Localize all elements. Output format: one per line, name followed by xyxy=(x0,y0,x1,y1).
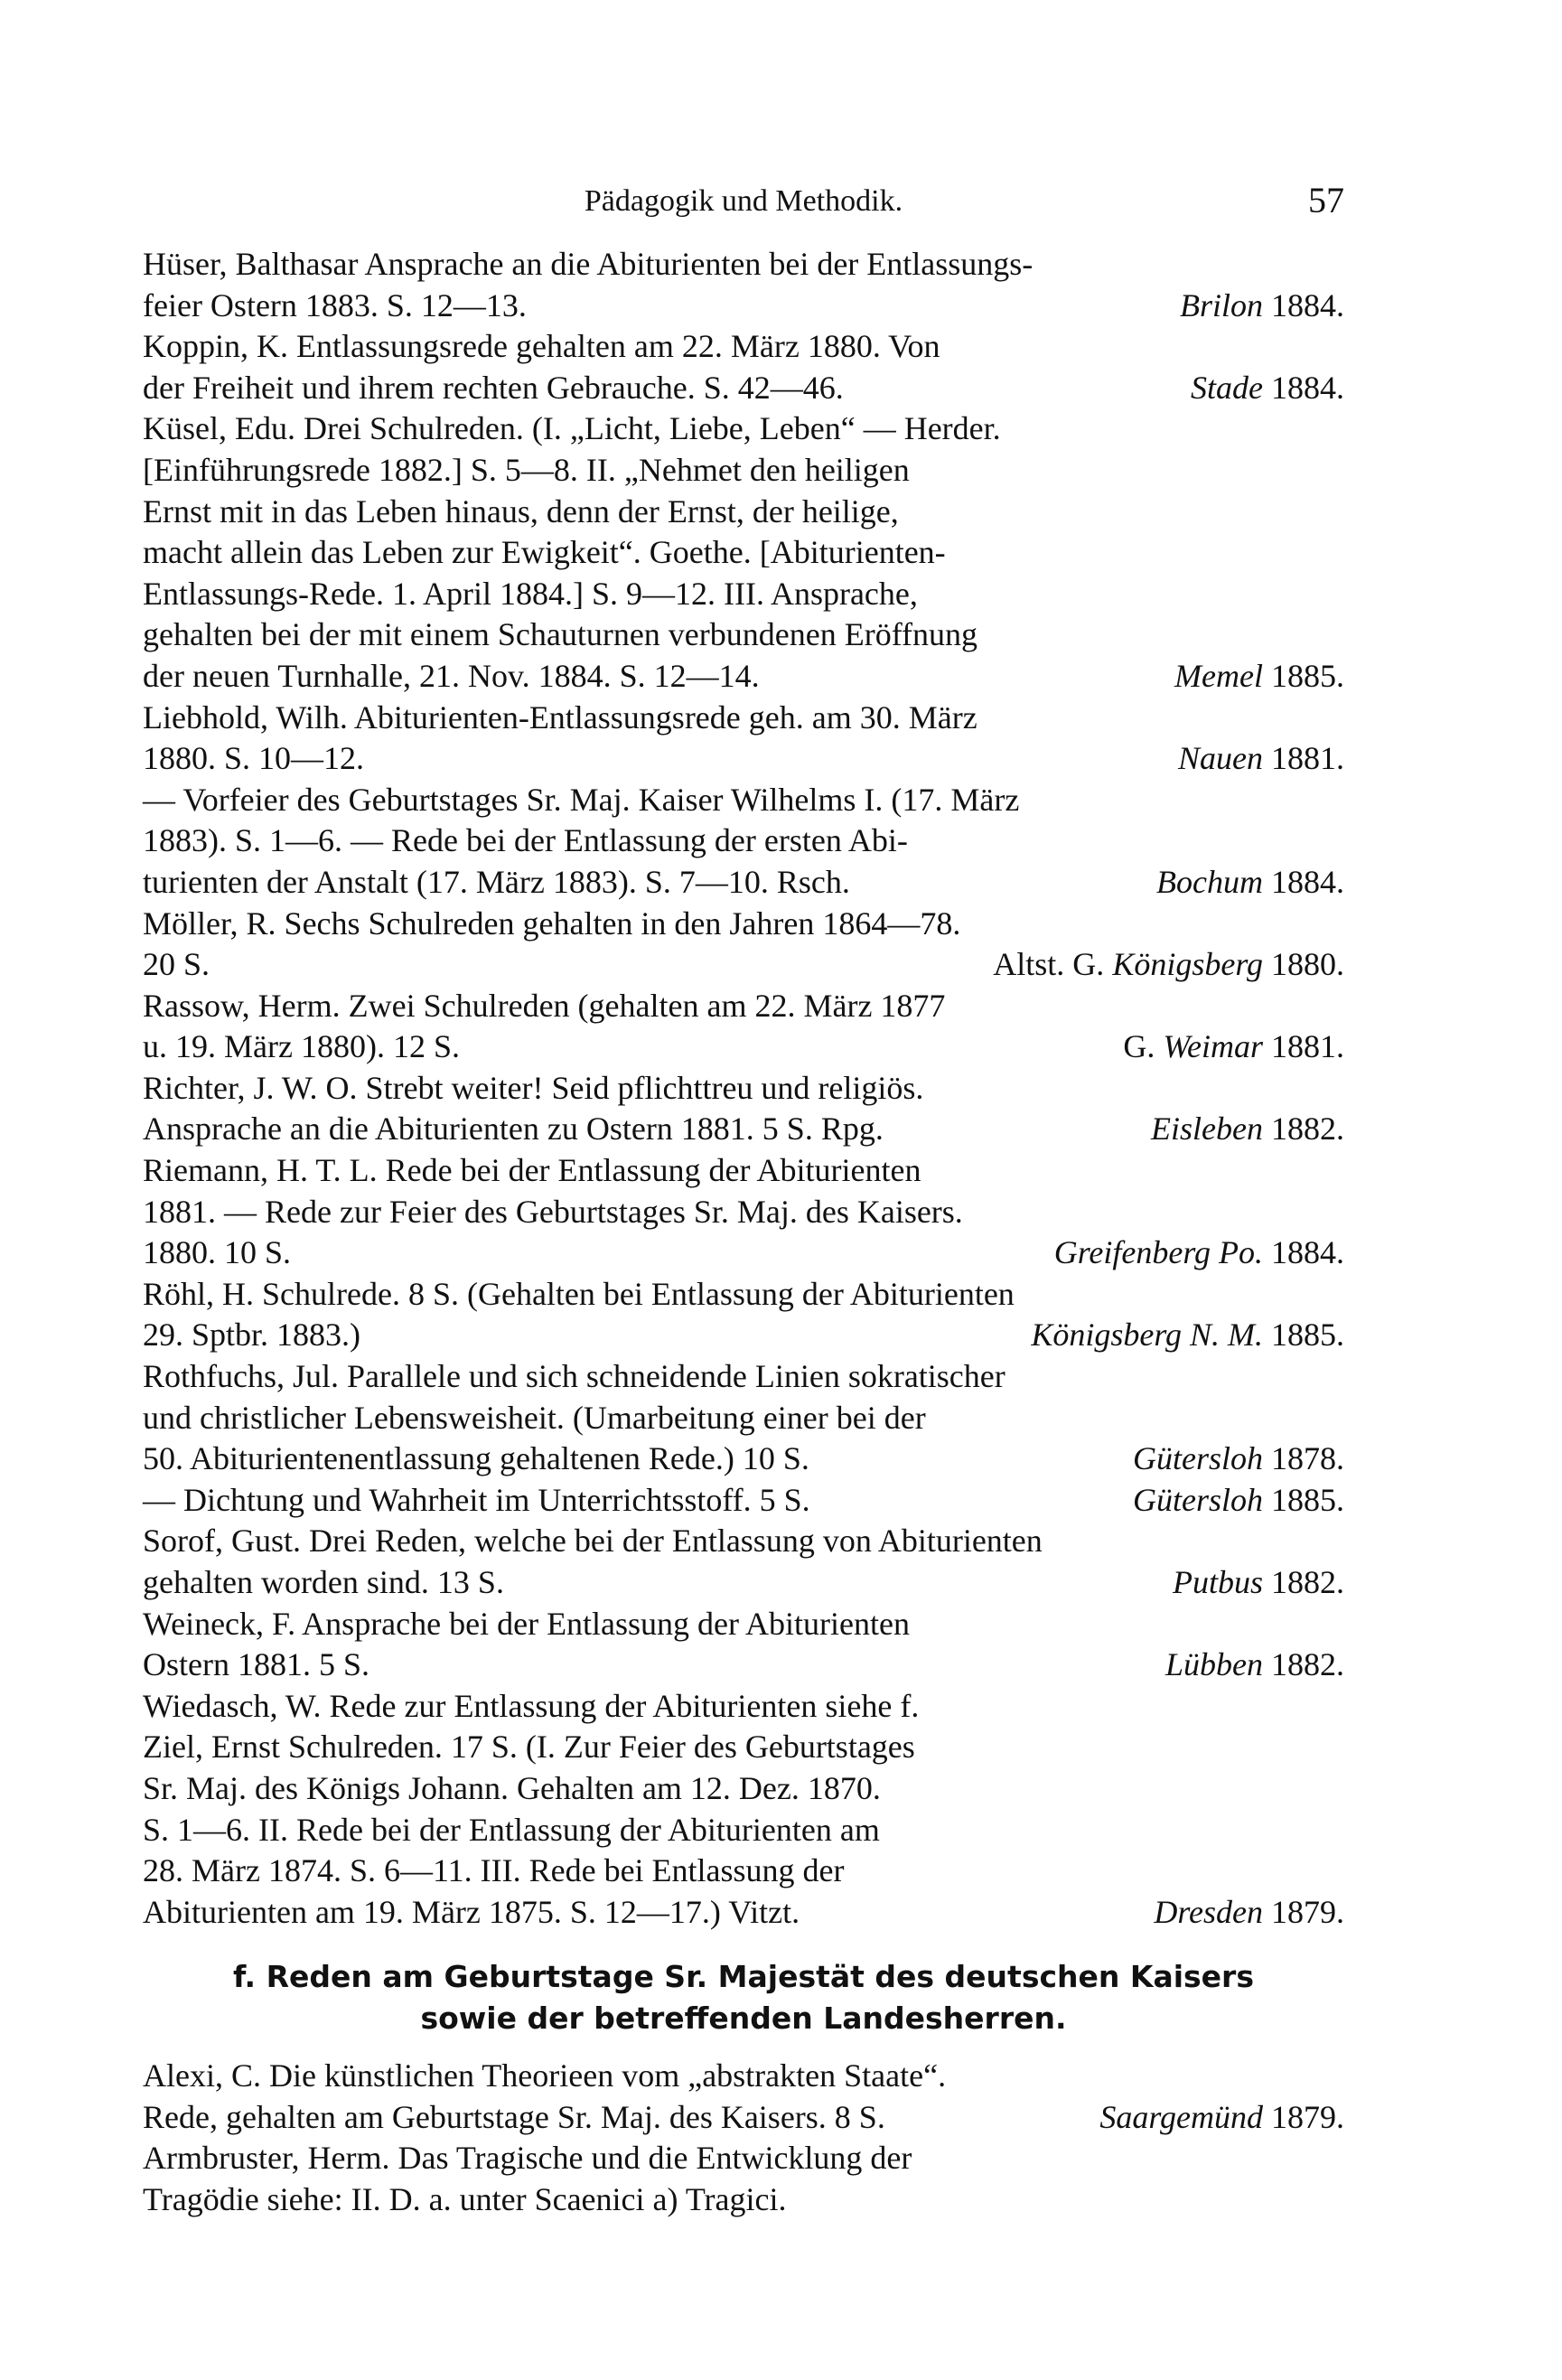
entry-line: Rede, gehalten am Geburtstage Sr. Maj. des Kaisers. 8 S. xyxy=(143,2098,885,2135)
entry-line: gehalten bei der mit einem Schauturnen verbundenen Eröffnung xyxy=(143,616,978,653)
entry-year: 1884. xyxy=(1271,369,1344,406)
entry-year: 1884. xyxy=(1271,286,1344,323)
entry-line: Weineck, F. Ansprache bei der Entlassung der Abiturienten xyxy=(143,1605,910,1642)
entry-last-line xyxy=(143,862,1344,904)
entry-last-line xyxy=(143,2097,1344,2139)
entry-line: Röhl, H. Schulrede. 8 S. (Gehalten bei Entlassung der Abiturienten xyxy=(143,1275,1015,1312)
entry-imprint xyxy=(1154,1892,1344,1934)
entry-last-line xyxy=(143,286,1344,327)
bibliography-entry xyxy=(143,904,1344,986)
section-heading xyxy=(143,1956,1344,2039)
entry-year: 1885. xyxy=(1271,1481,1344,1518)
entry-place: Gütersloh xyxy=(1133,1481,1263,1518)
entry-line: [Einführungsrede 1882.] S. 5—8. II. „Nehmet den heiligen xyxy=(143,451,910,488)
entry-line: Rassow, Herm. Zwei Schulreden (gehalten am 22. März 1877 xyxy=(143,987,946,1024)
entry-year: 1881. xyxy=(1271,740,1344,777)
entry-year: 1878. xyxy=(1271,1440,1344,1477)
entry-line: und christlicher Lebensweisheit. (Umarbeitung einer bei der xyxy=(143,1399,926,1436)
entry-place: Dresden xyxy=(1154,1893,1263,1930)
entry-place: Putbus xyxy=(1172,1564,1263,1600)
section-heading-line-1: f. Reden am Geburtstage Sr. Majestät des deutschen Kaisers xyxy=(233,1959,1254,1994)
entry-line: 29. Sptbr. 1883.) xyxy=(143,1316,361,1354)
entry-line: Ernst mit in das Leben hinaus, denn der Ernst, der heilige, xyxy=(143,492,899,529)
entry-line: 1880. S. 10—12. xyxy=(143,740,365,777)
entry-school: Altst. G. xyxy=(993,946,1105,983)
entry-place: Saargemünd xyxy=(1099,2098,1263,2135)
entry-imprint xyxy=(1054,1232,1344,1274)
entry-line: Möller, R. Sechs Schulreden gehalten in den Jahren 1864—78. xyxy=(143,904,961,942)
entry-line: der neuen Turnhalle, 21. Nov. 1884. S. 12—14. xyxy=(143,657,760,694)
entry-place: Gütersloh xyxy=(1133,1440,1263,1477)
entry-line: macht allein das Leben zur Ewigkeit“. Goethe. [Abiturienten- xyxy=(143,534,946,571)
entry-line: Abiturienten am 19. März 1875. S. 12—17.) Vitzt. xyxy=(143,1893,800,1930)
entry-line: Ziel, Ernst Schulreden. 17 S. (I. Zur Feier des Geburtstages xyxy=(143,1729,915,1766)
entry-place: Greifenberg Po. xyxy=(1053,1234,1263,1271)
bibliography-entry xyxy=(143,1686,1344,1728)
entry-year: 1884. xyxy=(1271,1234,1344,1271)
entry-imprint xyxy=(1174,656,1344,698)
entry-line: 50. Abiturientenentlassung gehaltenen Rede.) 10 S. xyxy=(143,1440,809,1477)
entry-year: 1882. xyxy=(1271,1110,1344,1148)
bibliography-entry xyxy=(143,780,1344,904)
entry-line: feier Ostern 1883. S. 12—13. xyxy=(143,286,527,323)
entry-place: Königsberg xyxy=(1112,946,1263,983)
entry-line: u. 19. März 1880). 12 S. xyxy=(143,1028,460,1065)
entry-year: 1882. xyxy=(1271,1564,1344,1600)
entry-imprint xyxy=(1031,1315,1344,1356)
entry-imprint xyxy=(1099,2097,1344,2139)
entry-imprint xyxy=(1123,1026,1344,1068)
entry-line: Entlassungs-Rede. 1. April 1884.] S. 9—12. III. Ansprache, xyxy=(143,575,918,612)
entry-year: 1882. xyxy=(1271,1646,1344,1683)
bibliography-entry xyxy=(143,1274,1344,1356)
entry-line: 1883). S. 1—6. — Rede bei der Entlassung der ersten Abi- xyxy=(143,822,908,859)
entry-last-line xyxy=(143,368,1344,409)
entry-line: — Dichtung und Wahrheit im Unterrichtsstoff. 5 S. xyxy=(143,1481,810,1518)
running-title: Pädagogik und Methodik. xyxy=(584,184,903,218)
entry-line: Richter, J. W. O. Strebt weiter! Seid pflichttreu und religiös. xyxy=(143,1069,924,1106)
bibliography-entry xyxy=(143,1150,1344,1274)
entry-line: Riemann, H. T. L. Rede bei der Entlassung der Abiturienten xyxy=(143,1152,921,1189)
bibliography-entry xyxy=(143,1356,1344,1480)
entry-last-line xyxy=(143,656,1344,698)
entry-year: 1881. xyxy=(1271,1028,1344,1065)
entry-imprint xyxy=(1178,738,1344,780)
entry-place: Weimar xyxy=(1163,1028,1263,1065)
entry-last-line xyxy=(143,1892,1344,1934)
bibliography-entry xyxy=(143,1727,1344,1933)
page-header xyxy=(143,179,1344,230)
entry-year: 1879. xyxy=(1271,2098,1344,2135)
entry-line: — Vorfeier des Geburtstages Sr. Maj. Kaiser Wilhelms I. (17. März xyxy=(143,781,1020,818)
bibliography-entry xyxy=(143,408,1344,697)
entry-place: Königsberg N. M. xyxy=(1031,1316,1263,1354)
entry-place: Nauen xyxy=(1178,740,1263,777)
entry-line: S. 1—6. II. Rede bei der Entlassung der Abiturienten am xyxy=(143,1811,880,1848)
entry-line: Ansprache an die Abiturienten zu Ostern 1881. 5 S. Rpg. xyxy=(143,1110,884,1148)
entry-line: 1881. — Rede zur Feier des Geburtstages Sr. Maj. des Kaisers. xyxy=(143,1193,963,1230)
entry-line: Tragödie siehe: II. D. a. unter Scaenici a) Tragici. xyxy=(143,2180,787,2217)
entry-last-line xyxy=(143,1562,1344,1604)
entry-imprint xyxy=(1133,1480,1344,1522)
entry-imprint xyxy=(1191,368,1344,409)
entry-line: Liebhold, Wilh. Abiturienten-Entlassungsrede geh. am 30. März xyxy=(143,698,977,736)
bibliography-entry xyxy=(143,2056,1344,2138)
bibliography-entry xyxy=(143,1068,1344,1150)
entry-year: 1880. xyxy=(1271,946,1344,983)
entry-line: Hüser, Balthasar Ansprache an die Abiturienten bei der Entlassungs- xyxy=(143,246,1034,282)
entry-imprint xyxy=(1156,862,1344,904)
entry-line: der Freiheit und ihrem rechten Gebrauche. S. 42—46. xyxy=(143,369,844,406)
entry-line: Wiedasch, W. Rede zur Entlassung der Abiturienten siehe f. xyxy=(143,1687,920,1724)
entry-last-line xyxy=(143,738,1344,780)
bibliography-entry xyxy=(143,326,1344,408)
page-number: 57 xyxy=(1308,180,1344,220)
entry-line: turienten der Anstalt (17. März 1883). S. 7—10. Rsch. xyxy=(143,863,850,900)
entry-last-line xyxy=(143,1438,1344,1480)
bibliography-entry xyxy=(143,2138,1344,2220)
entry-imprint xyxy=(1165,1644,1344,1686)
entry-place: Lübben xyxy=(1165,1646,1263,1683)
bibliography-entry xyxy=(143,244,1344,326)
entry-school: G. xyxy=(1123,1028,1155,1065)
bibliography-list-2 xyxy=(143,2056,1344,2220)
entry-line: gehalten worden sind. 13 S. xyxy=(143,1564,504,1600)
bibliography-entry xyxy=(143,1480,1344,1522)
entry-imprint xyxy=(993,944,1344,986)
entry-line: Koppin, K. Entlassungsrede gehalten am 22. März 1880. Von xyxy=(143,328,940,365)
entry-last-line xyxy=(143,1644,1344,1686)
bibliography-entry xyxy=(143,1604,1344,1686)
entry-last-line xyxy=(143,1026,1344,1068)
entry-place: Eisleben xyxy=(1151,1110,1263,1148)
bibliography-list xyxy=(143,244,1344,1933)
entry-year: 1885. xyxy=(1271,1316,1344,1354)
entry-line: Sorof, Gust. Drei Reden, welche bei der Entlassung von Abiturienten xyxy=(143,1523,1043,1560)
entry-line: Küsel, Edu. Drei Schulreden. (I. „Licht, Liebe, Leben“ — Herder. xyxy=(143,410,1001,447)
entry-imprint xyxy=(1151,1109,1344,1150)
entry-place: Stade xyxy=(1191,369,1263,406)
entry-line: Ostern 1881. 5 S. xyxy=(143,1646,369,1683)
section-heading-line-2: sowie der betreffenden Landesherren. xyxy=(420,2001,1067,2036)
entry-last-line xyxy=(143,1480,1344,1522)
entry-place: Memel xyxy=(1174,657,1263,694)
entry-year: 1885. xyxy=(1271,657,1344,694)
bibliography-entry xyxy=(143,698,1344,780)
entry-imprint xyxy=(1133,1438,1344,1480)
entry-last-line xyxy=(143,1232,1344,1274)
entry-line: 1880. 10 S. xyxy=(143,1234,292,1271)
bibliography-entry xyxy=(143,986,1344,1068)
entry-place: Brilon xyxy=(1179,286,1263,323)
entry-line: Rothfuchs, Jul. Parallele und sich schneidende Linien sokratischer xyxy=(143,1358,1005,1395)
entry-place: Bochum xyxy=(1156,863,1263,900)
entry-last-line xyxy=(143,944,1344,986)
entry-year: 1879. xyxy=(1271,1893,1344,1930)
entry-line: Sr. Maj. des Königs Johann. Gehalten am 12. Dez. 1870. xyxy=(143,1769,881,1806)
entry-last-line xyxy=(143,1315,1344,1356)
entry-imprint xyxy=(1180,286,1344,327)
entry-imprint xyxy=(1173,1562,1344,1604)
entry-line: Armbruster, Herm. Das Tragische und die Entwicklung der xyxy=(143,2140,912,2177)
bibliography-entry xyxy=(143,1521,1344,1603)
entry-year: 1884. xyxy=(1271,863,1344,900)
entry-last-line xyxy=(143,1109,1344,1150)
entry-line: 28. März 1874. S. 6—11. III. Rede bei Entlassung der xyxy=(143,1852,845,1889)
entry-line: 20 S. xyxy=(143,946,210,983)
entry-line: Alexi, C. Die künstlichen Theorieen vom „abstrakten Staate“. xyxy=(143,2057,947,2094)
